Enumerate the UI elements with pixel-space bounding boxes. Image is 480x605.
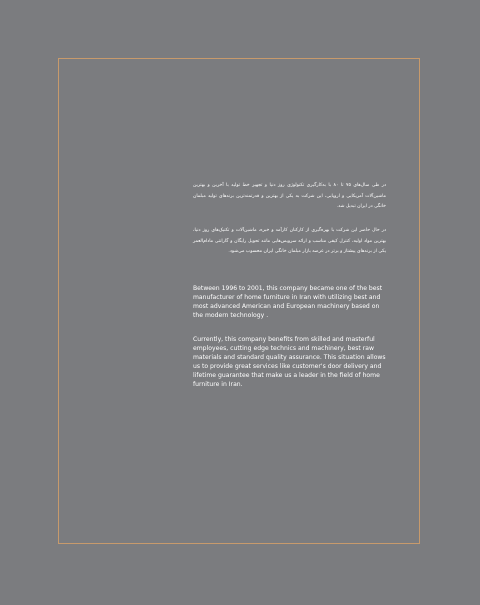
persian-paragraph-1: در طی سال‌های ۷۵ تا ۸۰ با به‌کارگیری تکنولوژی روز دنیا و تجهیز خط تولید با آخرین و بهترین ماشین‌آلات آمریکایی و اروپایی، این شرکت به یکی از بهترین و قدرتمندترین برندهای تولید مبلمان خانگی در ایران تبدیل شد. xyxy=(193,183,386,209)
english-paragraph-1: Between 1996 to 2001, this company became one of the best manufacturer of home furniture in Iran with utilizing best and most advanced American and European machinery based on the modern technology . xyxy=(193,285,383,319)
persian-paragraph-2: در حال حاضر این شرکت با بهره‌گیری از کارکنان کارآمد و خبره، ماشین‌آلات و تکنیک‌های روز دنیا، بهترین مواد اولیه، کنترل کیفی مناسب و ارائه سرویس‌هایی مانند تحویل رایگان و گارانتی مادام‌العمر یکی از برندهای پیشتاز و برتر در عرصه بازار مبلمان خانگی ایران محسوب می‌شود. xyxy=(193,228,386,254)
english-paragraph-2: Currently, this company benefits from skilled and masterful employees, cutting edge technics and machinery, best raw materials and standard quality assurance. This situation allows us to provide great services like customer's door delivery and lifetime guarantee that make us a leader in the field of home furniture in Iran. xyxy=(193,336,386,388)
